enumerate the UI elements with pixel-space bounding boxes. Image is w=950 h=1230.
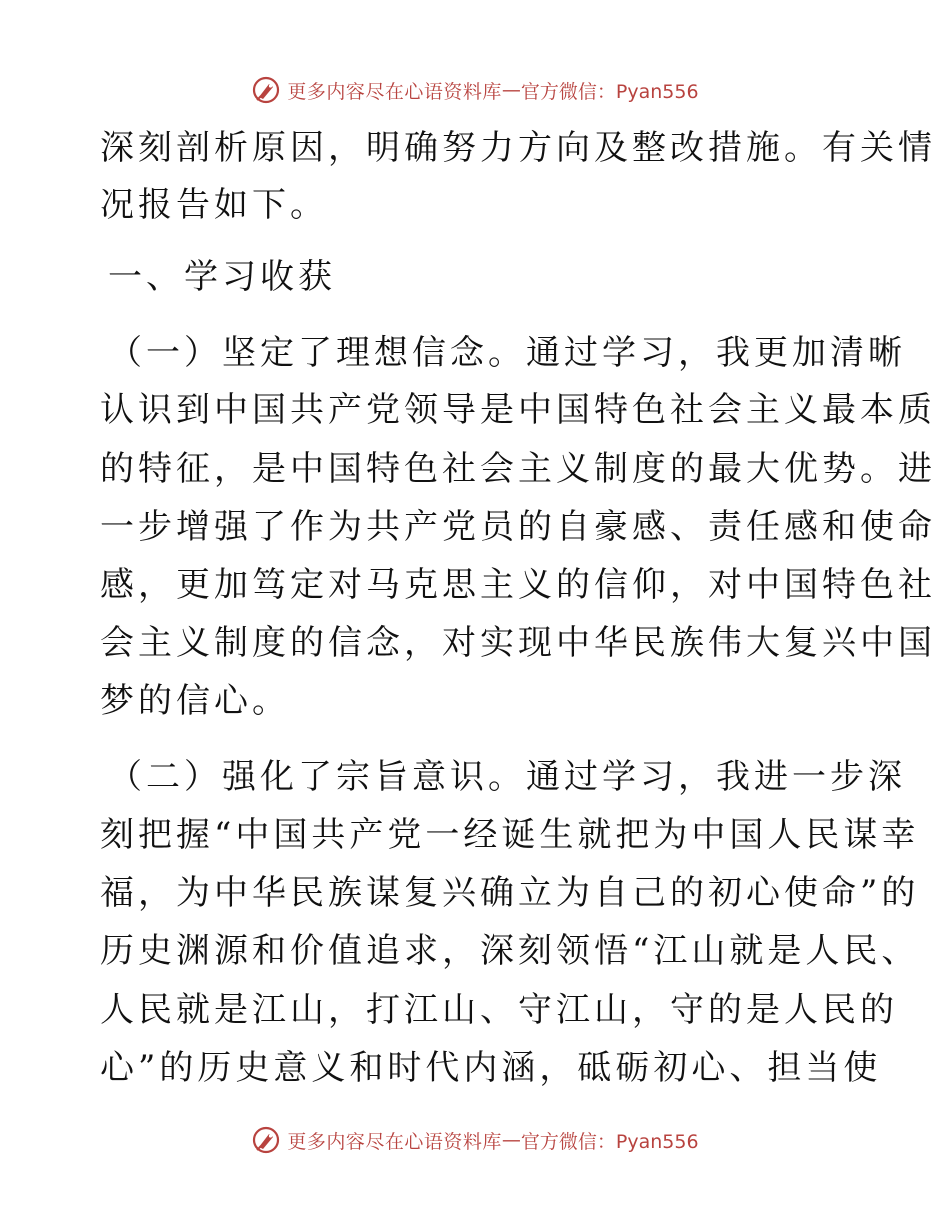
body-line: 人民就是江山，打江山、守江山，守的是人民的	[100, 990, 898, 1030]
header-wechat-label: 官方微信：Pyan556	[520, 80, 699, 103]
body-line: 一步增强了作为共产党员的自豪感、责任感和使命	[100, 507, 936, 547]
footer-banner-separator: —	[501, 1129, 521, 1151]
body-line: 况报告如下。	[100, 185, 328, 225]
subsection-heading-line: （二）强化了宗旨意识。通过学习，我进一步深	[108, 757, 906, 797]
body-line: 会主义制度的信念，对实现中华民族伟大复兴中国	[100, 623, 936, 663]
header-banner-text: 更多内容尽在心语资料库	[287, 80, 502, 103]
footer-banner	[0, 1120, 950, 1160]
pen-nib-logo-icon	[251, 1125, 281, 1155]
subsection-heading-line: （一）坚定了理想信念。通过学习，我更加清晰	[108, 333, 906, 373]
footer-wechat-label: 官方微信：Pyan556	[520, 1130, 699, 1153]
body-line: 深刻剖析原因，明确努力方向及整改措施。有关情	[100, 128, 936, 168]
body-line: 历史渊源和价值追求，深刻领悟“江山就是人民、	[100, 931, 920, 971]
body-line: 的特征，是中国特色社会主义制度的最大优势。进	[100, 449, 936, 489]
body-line: 刻把握“中国共产党一经诞生就把为中国人民谋幸	[100, 815, 920, 855]
body-line: 心”的历史意义和时代内涵，砥砺初心、担当使	[100, 1048, 882, 1088]
pen-nib-logo-icon	[251, 75, 281, 105]
header-banner	[0, 70, 950, 110]
footer-banner-text: 更多内容尽在心语资料库	[287, 1130, 502, 1153]
section-heading: 一、学习收获	[108, 257, 336, 297]
body-line: 福，为中华民族谋复兴确立为自己的初心使命”的	[100, 873, 920, 913]
body-line: 梦的信心。	[100, 681, 290, 721]
body-line: 认识到中国共产党领导是中国特色社会主义最本质	[100, 390, 936, 430]
body-line: 感，更加笃定对马克思主义的信仰，对中国特色社	[100, 565, 936, 605]
header-banner-separator: —	[501, 79, 521, 101]
